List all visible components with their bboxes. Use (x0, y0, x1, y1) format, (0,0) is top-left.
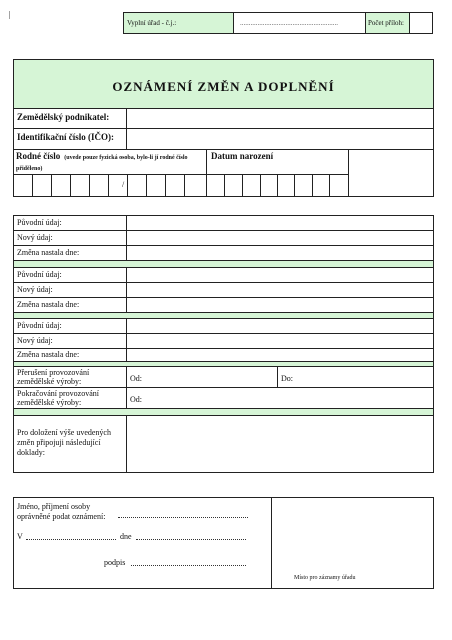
new-value-label-3: Nový údaj: (17, 336, 53, 345)
interruption-to-label: Do: (281, 374, 293, 383)
birth-date-label: Datum narození (211, 151, 274, 161)
change-date-label-1: Změna nastala dne: (17, 248, 80, 257)
original-value-field-3[interactable] (127, 319, 433, 333)
applicant-name-label-line1: Jméno, příjmení osoby (17, 502, 91, 511)
signature-label: podpis (104, 558, 126, 567)
birth-row (14, 150, 349, 196)
birth-number-slash: / (122, 180, 125, 189)
reference-dots: ........................................................ (240, 19, 338, 27)
applicant-name-field[interactable] (118, 512, 248, 518)
change-date-label-3: Změna nastala dne: (17, 350, 80, 359)
attachments-label: Počet příloh: (368, 19, 404, 27)
change-date-field-3[interactable] (127, 349, 433, 361)
ico-row (14, 129, 433, 150)
continuation-from-label: Od: (130, 395, 142, 404)
applicant-name-label-line2: oprávněné podat oznámení: (17, 512, 106, 521)
place-label: V (17, 532, 23, 541)
signature-field[interactable] (131, 560, 246, 566)
new-value-label-1: Nový údaj: (17, 233, 53, 242)
birth-date-header (207, 150, 348, 174)
applicant-name-label (17, 502, 105, 522)
new-value-label-2: Nový údaj: (17, 285, 53, 294)
birth-date-boxes[interactable] (207, 174, 348, 196)
interruption-label: Přerušení provozování zemědělské výroby: (17, 368, 90, 386)
ico-label: Identifikační číslo (IČO): (17, 132, 115, 142)
interruption-to-field[interactable] (298, 367, 433, 387)
documents-field[interactable] (127, 416, 433, 472)
original-value-field-1[interactable] (127, 216, 433, 230)
change-date-field-2[interactable] (127, 298, 433, 312)
place-field[interactable] (26, 534, 116, 540)
birth-number-note: (uvede pouze fyzická osoba, bylo-li jí rodné číslo přiděleno) (16, 155, 188, 172)
farmer-field[interactable] (126, 109, 433, 128)
continuation-label: Pokračování provozování zemědělské výroby: (17, 389, 99, 407)
changes-section (13, 215, 434, 473)
reference-number-field[interactable] (234, 13, 366, 33)
office-fill-cell (124, 13, 234, 33)
ico-field[interactable] (126, 129, 433, 149)
birth-number-header (14, 150, 207, 174)
new-value-field-3[interactable] (127, 334, 433, 348)
change-date-field-1[interactable] (127, 246, 433, 260)
corner-mark: | (9, 10, 11, 19)
page-title: OZNÁMENÍ ZMĚN A DOPLNĚNÍ (112, 79, 335, 94)
continuation-from-field[interactable] (149, 388, 433, 408)
office-header-box (123, 12, 433, 34)
signature-section (13, 497, 434, 589)
birth-number-label: Rodné číslo (16, 151, 61, 161)
office-fill-label: Vyplní úřad - č.j.: (127, 19, 177, 27)
applicant-section (13, 109, 434, 197)
original-value-field-2[interactable] (127, 268, 433, 282)
farmer-label: Zemědělský podnikatel: (17, 112, 110, 122)
date-field[interactable] (136, 534, 246, 540)
date-label: dne (120, 532, 132, 541)
title-banner (13, 59, 434, 109)
attachments-label-cell (366, 13, 410, 33)
original-value-label-2: Původní údaj: (17, 270, 62, 279)
attachments-count-field[interactable] (410, 13, 432, 33)
new-value-field-1[interactable] (127, 231, 433, 245)
original-value-label-1: Původní údaj: (17, 218, 62, 227)
documents-label: Pro doložení výše uvedených změn připojuji následující doklady: (17, 428, 111, 457)
change-date-label-2: Změna nastala dne: (17, 300, 80, 309)
original-value-label-3: Původní údaj: (17, 321, 62, 330)
farmer-row (14, 109, 433, 129)
office-records-label: Místo pro záznamy úřadu (294, 575, 356, 581)
interruption-from-field[interactable] (149, 367, 277, 387)
interruption-from-label: Od: (130, 374, 142, 383)
birth-number-boxes[interactable] (14, 174, 207, 196)
new-value-field-2[interactable] (127, 283, 433, 297)
